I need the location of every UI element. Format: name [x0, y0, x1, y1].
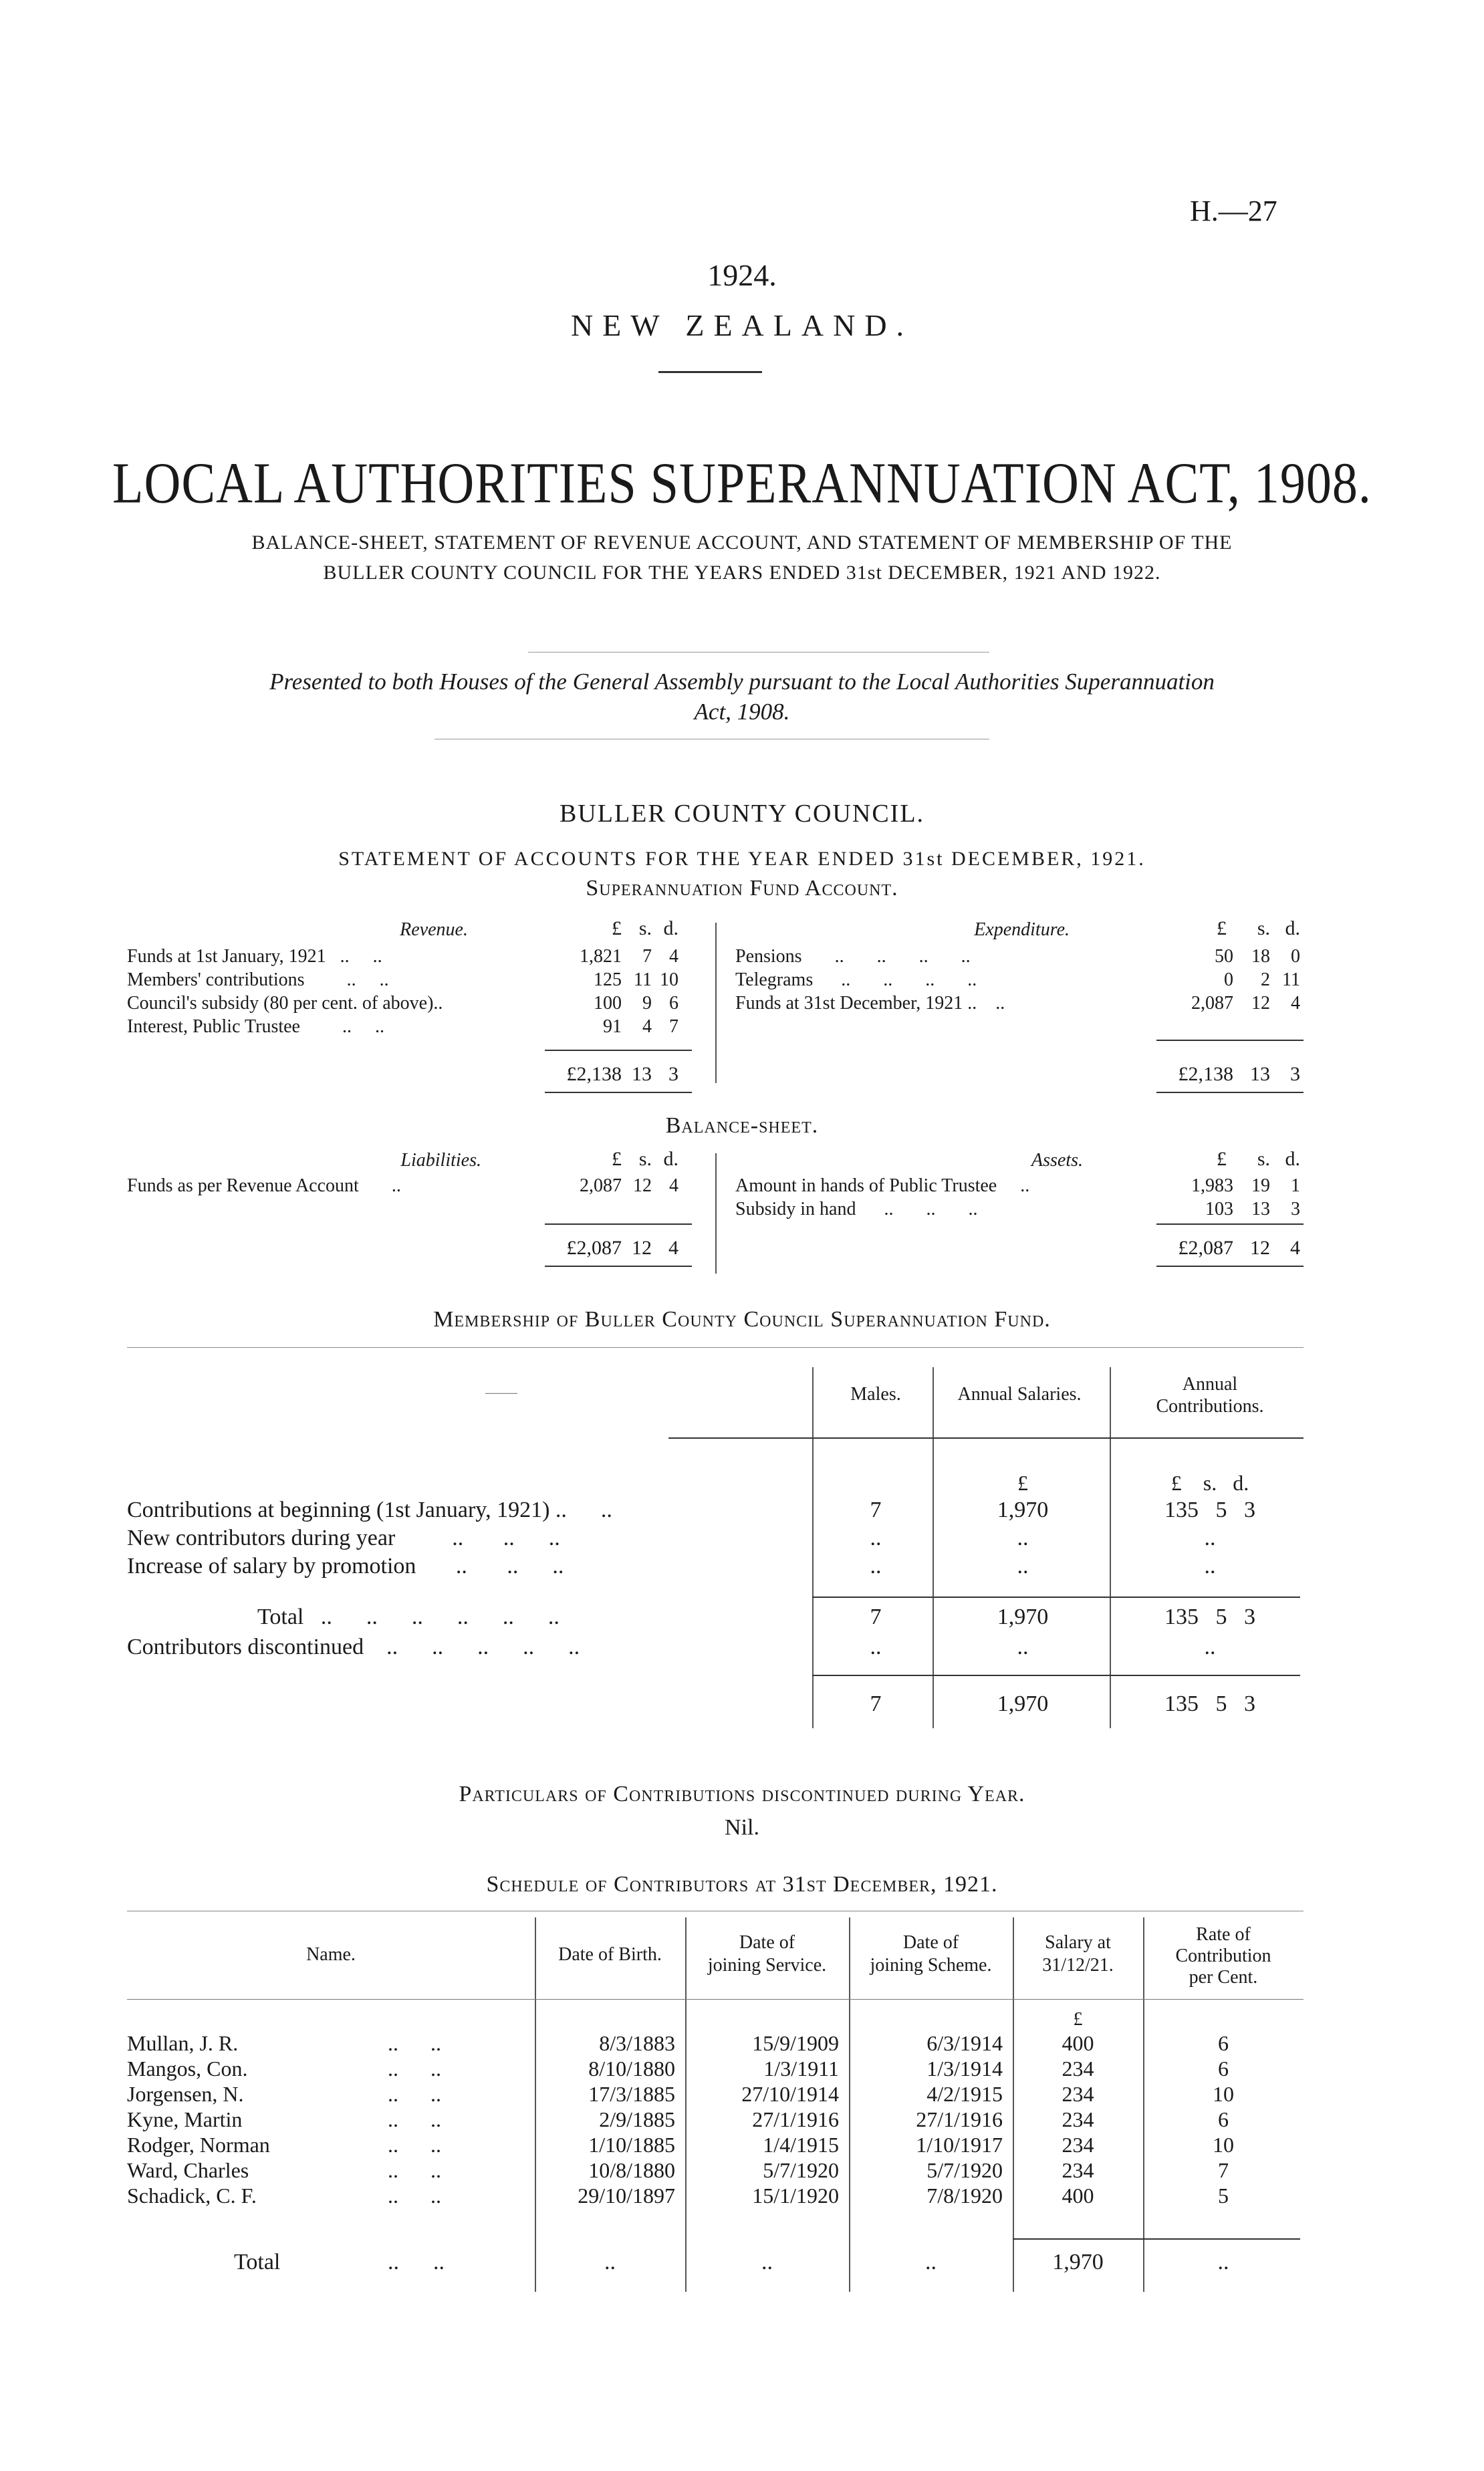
membership-discontinued-salaries: .. [1017, 1635, 1029, 1659]
revenue-row-label: Members' contributions .. .. [127, 969, 389, 990]
membership-col-contrib-line2: Contributions. [1156, 1396, 1264, 1417]
expenditure-heading: Expenditure. [974, 919, 1070, 940]
expenditure-total-pence: 3 [1290, 1063, 1300, 1085]
membership-row-males: 7 [870, 1498, 882, 1522]
revenue-total-shillings: 13 [632, 1063, 652, 1085]
presented-line1: Presented to both Houses of the General Assembly pursuant to the Local Authorities Superannuation [269, 669, 1215, 695]
membership-heading: Membership of Buller County Council Superannuation Fund. [433, 1307, 1051, 1332]
asset-row-pounds: 1,983 [1191, 1175, 1233, 1196]
membership-salary-unit: £ [1017, 1471, 1028, 1495]
revenue-row-shillings: 9 [642, 993, 652, 1014]
schedule-total-service: .. [761, 2250, 773, 2274]
asset-row-pence: 1 [1291, 1175, 1300, 1196]
assets-total-rule-bottom [1156, 1266, 1304, 1267]
schedule-col-service-line1: Date of [739, 1932, 795, 1953]
expenditure-total-shillings: 13 [1250, 1063, 1270, 1085]
membership-row-salaries: .. [1017, 1526, 1029, 1550]
schedule-total-dob: .. [604, 2250, 616, 2274]
schedule-row-leader: .. .. [388, 2133, 441, 2157]
assets-heading: Assets. [1031, 1150, 1083, 1171]
membership-header-rule [668, 1437, 1304, 1439]
schedule-col-salary-line2: 31/12/21. [1042, 1955, 1114, 1976]
header-divider [658, 371, 762, 373]
schedule-row-service: 15/9/1909 [752, 2031, 839, 2055]
schedule-row-rate: 6 [1218, 2031, 1229, 2055]
expenditure-total-rule-bottom [1156, 1092, 1304, 1093]
schedule-total-salary: 1,970 [1052, 2250, 1104, 2274]
schedule-col-rate-line2: Contribution [1175, 1946, 1271, 1966]
liabilities-heading: Liabilities. [400, 1150, 481, 1171]
revenue-total-pence: 3 [668, 1063, 678, 1085]
schedule-row-salary: 234 [1062, 2133, 1094, 2157]
schedule-total-leader: .. .. [388, 2250, 445, 2274]
membership-col-contrib-line1: Annual [1182, 1374, 1238, 1395]
balance-center-divider [715, 1153, 717, 1274]
revenue-row-shillings: 11 [634, 969, 652, 990]
revenue-row-label: Council's subsidy (80 per cent. of above).. [127, 993, 443, 1014]
schedule-row-scheme: 5/7/1920 [926, 2158, 1003, 2182]
liabilities-total-rule-top [545, 1223, 692, 1225]
asset-row-pence: 3 [1291, 1199, 1300, 1219]
liabilities-total-pounds: £2,087 [566, 1237, 622, 1259]
membership-discontinued-contrib: .. [1204, 1635, 1216, 1659]
expenditure-row-label: Funds at 31st December, 1921 .. .. [735, 993, 1005, 1014]
membership-discontinued-males: .. [870, 1635, 882, 1659]
revenue-row-label: Funds at 1st January, 1921 .. .. [127, 946, 382, 967]
schedule-total-rule [1013, 2238, 1300, 2240]
schedule-row-salary: 234 [1062, 2056, 1094, 2081]
schedule-row-leader: .. .. [388, 2031, 441, 2055]
liability-row-label: Funds as per Revenue Account .. [127, 1175, 401, 1196]
presented-line2: Act, 1908. [694, 699, 790, 725]
revenue-heading: Revenue. [400, 919, 468, 940]
schedule-row-rate: 6 [1218, 2107, 1229, 2131]
liability-row-pounds: 2,087 [580, 1175, 622, 1196]
document-subtitle-line1: BALANCE-SHEET, STATEMENT OF REVENUE ACCOUNT, AND STATEMENT OF MEMBERSHIP OF THE [251, 532, 1233, 554]
schedule-row-salary: 234 [1062, 2158, 1094, 2182]
document-title: LOCAL AUTHORITIES SUPERANNUATION ACT, 1908. [112, 451, 1372, 516]
schedule-row-service: 1/4/1915 [763, 2133, 839, 2157]
assets-currency-pounds: £ [1217, 1148, 1227, 1170]
assets-total-shillings: 12 [1250, 1237, 1270, 1259]
schedule-row-rate: 10 [1213, 2133, 1234, 2157]
document-subtitle-line2: BULLER COUNTY COUNCIL FOR THE YEARS ENDED 31st DECEMBER, 1921 AND 1922. [323, 562, 1161, 584]
schedule-row-scheme: 1/10/1917 [916, 2133, 1003, 2157]
asset-row-label: Subsidy in hand .. .. .. [735, 1199, 978, 1219]
membership-contrib-unit: £ s. d. [1170, 1471, 1249, 1495]
revenue-currency-pounds: £ [612, 917, 622, 939]
membership-final-rule [812, 1675, 1300, 1676]
schedule-row-rate: 5 [1218, 2184, 1229, 2208]
asset-row-shillings: 13 [1251, 1199, 1270, 1219]
schedule-row-service: 27/1/1916 [752, 2107, 839, 2131]
asset-row-shillings: 19 [1251, 1175, 1270, 1196]
schedule-col-scheme-line1: Date of [902, 1932, 959, 1953]
statement-heading: STATEMENT OF ACCOUNTS FOR THE YEAR ENDED 31st DECEMBER, 1921. [338, 848, 1146, 870]
schedule-row-scheme: 6/3/1914 [926, 2031, 1003, 2055]
schedule-row-dob: 8/3/1883 [599, 2031, 675, 2055]
schedule-row-rate: 6 [1218, 2056, 1229, 2081]
asset-row-label: Amount in hands of Public Trustee .. [735, 1175, 1030, 1196]
liability-row-pence: 4 [669, 1175, 678, 1196]
schedule-row-dob: 8/10/1880 [588, 2056, 675, 2081]
membership-blank-head: —— [485, 1384, 517, 1401]
schedule-row-service: 15/1/1920 [752, 2184, 839, 2208]
schedule-total-label: Total [234, 2250, 281, 2274]
liability-row-shillings: 12 [633, 1175, 652, 1196]
schedule-row-name: Mullan, J. R. [127, 2031, 239, 2055]
liabilities-currency-shillings: s. [638, 1148, 652, 1170]
schedule-row-salary: 234 [1062, 2107, 1094, 2131]
schedule-row-salary: 234 [1062, 2082, 1094, 2106]
membership-subtotal-rule [812, 1597, 1300, 1598]
liabilities-currency-pence: d. [663, 1148, 678, 1170]
expenditure-currency-pounds: £ [1217, 917, 1227, 939]
schedule-row-scheme: 27/1/1916 [916, 2107, 1003, 2131]
schedule-total-rate: .. [1217, 2250, 1229, 2274]
expenditure-row-shillings: 12 [1251, 993, 1270, 1014]
expenditure-currency-pence: d. [1285, 917, 1300, 939]
assets-total-pence: 4 [1290, 1237, 1300, 1259]
schedule-col-dob: Date of Birth. [558, 1944, 662, 1965]
schedule-row-service: 1/3/1911 [763, 2056, 839, 2081]
membership-top-rule [127, 1347, 1304, 1348]
schedule-row-dob: 17/3/1885 [588, 2082, 675, 2106]
schedule-row-salary: 400 [1062, 2031, 1094, 2055]
expenditure-total-rule-top [1156, 1040, 1304, 1041]
membership-row-contrib: .. [1204, 1526, 1216, 1550]
assets-total-rule-top [1156, 1223, 1304, 1225]
schedule-col-name: Name. [306, 1944, 356, 1965]
schedule-row-leader: .. .. [388, 2056, 441, 2081]
revenue-currency-pence: d. [663, 917, 678, 939]
revenue-row-pence: 10 [660, 969, 678, 990]
membership-col-salaries: Annual Salaries. [957, 1384, 1082, 1405]
schedule-row-service: 5/7/1920 [763, 2158, 839, 2182]
membership-final-contrib: 135 5 3 [1164, 1691, 1255, 1716]
membership-total-salaries: 1,970 [997, 1605, 1049, 1629]
revenue-currency-shillings: s. [638, 917, 652, 939]
schedule-total-scheme: .. [925, 2250, 937, 2274]
schedule-row-name: Rodger, Norman [127, 2133, 270, 2157]
membership-discontinued-label: Contributors discontinued .. .. .. .. .. [127, 1635, 580, 1659]
expenditure-total-pounds: £2,138 [1178, 1063, 1233, 1085]
schedule-row-salary: 400 [1062, 2184, 1094, 2208]
revenue-row-shillings: 7 [642, 946, 652, 967]
revenue-row-pounds: 100 [594, 993, 622, 1014]
particulars-heading: Particulars of Contributions discontinued during Year. [459, 1782, 1025, 1806]
expenditure-row-label: Pensions .. .. .. .. [735, 946, 971, 967]
revenue-row-pounds: 91 [603, 1016, 622, 1037]
expenditure-row-shillings: 18 [1251, 946, 1270, 967]
schedule-row-name: Jorgensen, N. [127, 2082, 244, 2106]
balance-sheet-heading: Balance-sheet. [665, 1113, 819, 1138]
schedule-row-dob: 10/8/1880 [588, 2158, 675, 2182]
account-center-divider [715, 923, 717, 1083]
schedule-row-dob: 1/10/1885 [588, 2133, 675, 2157]
schedule-row-scheme: 4/2/1915 [926, 2082, 1003, 2106]
country: NEW ZEALAND. [570, 308, 914, 342]
schedule-header-rule [127, 1999, 1304, 2000]
schedule-row-name: Kyne, Martin [127, 2107, 243, 2131]
schedule-salary-unit: £ [1073, 2009, 1083, 2030]
expenditure-row-shillings: 2 [1261, 969, 1270, 990]
assets-currency-pence: d. [1285, 1148, 1300, 1170]
liabilities-total-pence: 4 [668, 1237, 678, 1259]
particulars-value: Nil. [725, 1815, 759, 1840]
revenue-total-rule-bottom [545, 1092, 692, 1093]
membership-row-label: Increase of salary by promotion .. .. .. [127, 1554, 564, 1578]
schedule-row-leader: .. .. [388, 2184, 441, 2208]
schedule-row-name: Ward, Charles [127, 2158, 249, 2182]
liabilities-total-shillings: 12 [632, 1237, 652, 1259]
expenditure-row-pence: 4 [1291, 993, 1300, 1014]
membership-row-salaries: 1,970 [997, 1498, 1049, 1522]
membership-row-label: New contributors during year .. .. .. [127, 1526, 560, 1550]
membership-total-contrib: 135 5 3 [1164, 1605, 1255, 1629]
expenditure-currency-shillings: s. [1257, 917, 1270, 939]
membership-vrule-1 [812, 1367, 814, 1728]
schedule-row-leader: .. .. [388, 2158, 441, 2182]
year: 1924. [707, 258, 777, 292]
revenue-row-pounds: 125 [594, 969, 622, 990]
council-name: BULLER COUNTY COUNCIL. [559, 800, 925, 828]
revenue-total-pounds: £2,138 [566, 1063, 622, 1085]
schedule-row-scheme: 7/8/1920 [926, 2184, 1003, 2208]
schedule-col-rate-line3: per Cent. [1189, 1967, 1258, 1988]
membership-row-contrib: .. [1204, 1554, 1216, 1578]
schedule-row-dob: 29/10/1897 [578, 2184, 675, 2208]
membership-row-salaries: .. [1017, 1554, 1029, 1578]
membership-row-contrib: 135 5 3 [1164, 1498, 1255, 1522]
revenue-row-pence: 6 [669, 993, 678, 1014]
schedule-row-leader: .. .. [388, 2082, 441, 2106]
fund-account-heading: Superannuation Fund Account. [586, 876, 898, 901]
membership-final-males: 7 [870, 1691, 882, 1716]
schedule-row-rate: 10 [1213, 2082, 1234, 2106]
schedule-row-service: 27/10/1914 [741, 2082, 839, 2106]
membership-row-label: Contributions at beginning (1st January, 1921) .. .. [127, 1498, 612, 1522]
expenditure-row-label: Telegrams .. .. .. .. [735, 969, 977, 990]
revenue-row-pence: 7 [669, 1016, 678, 1037]
schedule-heading: Schedule of Contributors at 31st December, 1921. [486, 1872, 998, 1897]
revenue-row-pounds: 1,821 [580, 946, 622, 967]
liabilities-total-rule-bottom [545, 1266, 692, 1267]
expenditure-row-pence: 0 [1291, 946, 1300, 967]
schedule-row-name: Schadick, C. F. [127, 2184, 257, 2208]
expenditure-row-pounds: 50 [1215, 946, 1233, 967]
schedule-col-service-line2: joining Service. [707, 1955, 827, 1976]
assets-total-pounds: £2,087 [1178, 1237, 1233, 1259]
expenditure-row-pounds: 0 [1224, 969, 1233, 990]
presented-top-rule [528, 652, 989, 653]
membership-row-males: .. [870, 1554, 882, 1578]
schedule-col-salary-line1: Salary at [1045, 1932, 1111, 1953]
expenditure-row-pounds: 2,087 [1191, 993, 1233, 1014]
membership-total-label: Total .. .. .. .. .. .. [257, 1605, 560, 1629]
schedule-col-rate-line1: Rate of [1196, 1924, 1251, 1945]
membership-row-males: .. [870, 1526, 882, 1550]
membership-col-males: Males. [850, 1384, 901, 1405]
liabilities-currency-pounds: £ [612, 1148, 622, 1170]
revenue-total-rule-top [545, 1050, 692, 1051]
schedule-row-scheme: 1/3/1914 [926, 2056, 1003, 2081]
membership-total-males: 7 [870, 1605, 882, 1629]
schedule-row-rate: 7 [1218, 2158, 1229, 2182]
expenditure-row-pence: 11 [1282, 969, 1300, 990]
page-reference: H.—27 [1190, 195, 1277, 227]
asset-row-pounds: 103 [1205, 1199, 1233, 1219]
schedule-row-name: Mangos, Con. [127, 2056, 248, 2081]
assets-currency-shillings: s. [1257, 1148, 1270, 1170]
membership-final-salaries: 1,970 [997, 1691, 1049, 1716]
revenue-row-shillings: 4 [642, 1016, 652, 1037]
revenue-row-label: Interest, Public Trustee .. .. [127, 1016, 384, 1037]
revenue-row-pence: 4 [669, 946, 678, 967]
schedule-row-dob: 2/9/1885 [599, 2107, 675, 2131]
schedule-col-scheme-line2: joining Scheme. [870, 1955, 992, 1976]
schedule-row-leader: .. .. [388, 2107, 441, 2131]
